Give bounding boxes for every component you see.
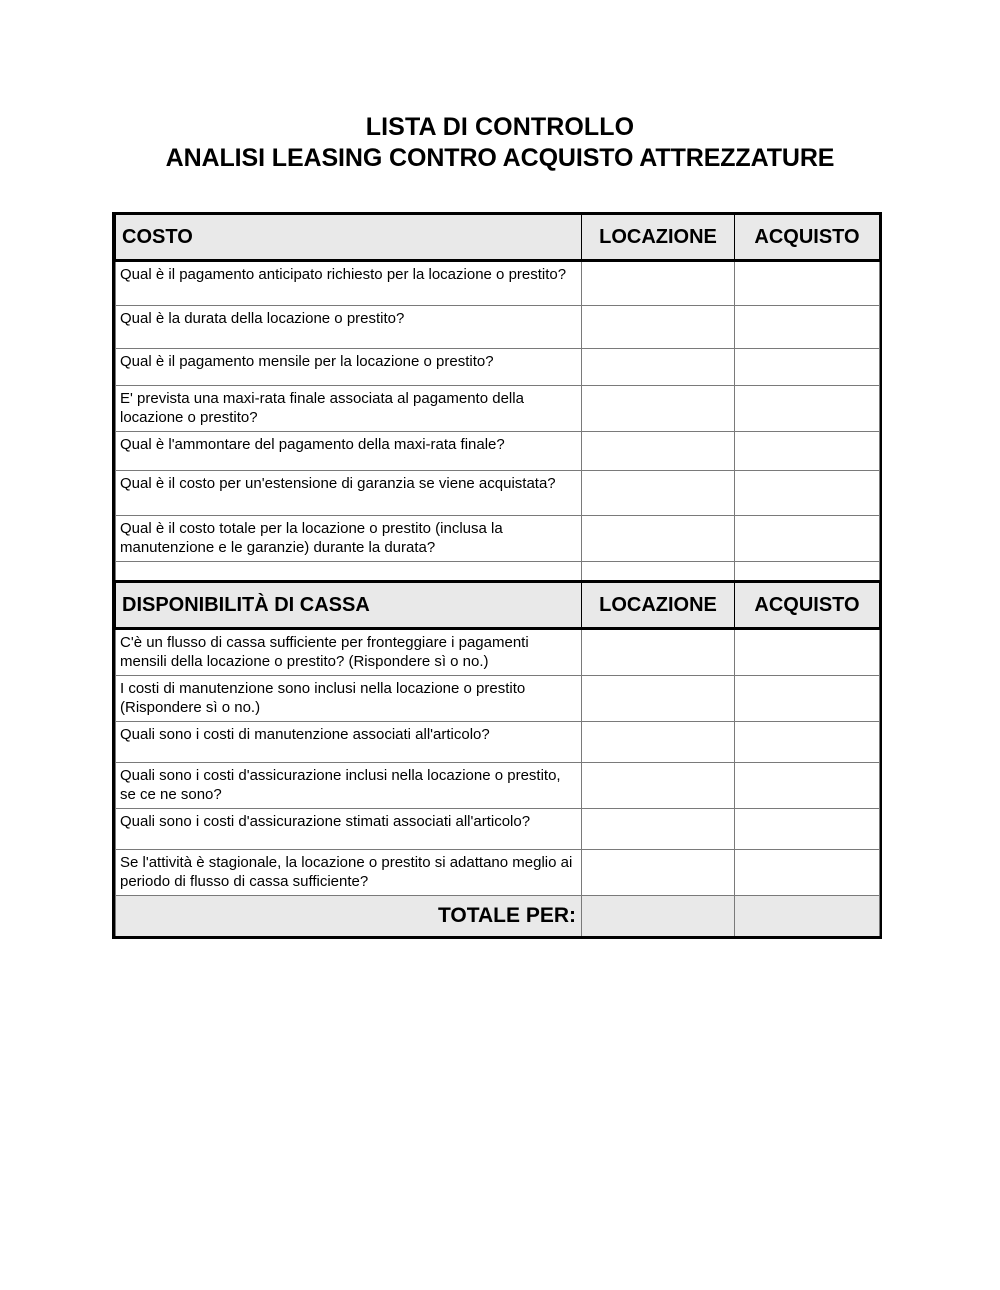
answer-cell-acquisto[interactable] bbox=[735, 763, 880, 809]
answer-cell-locazione[interactable] bbox=[582, 516, 735, 562]
question-text: Quali sono i costi di manutenzione associati all'articolo? bbox=[116, 722, 582, 763]
document-title bbox=[0, 112, 1000, 174]
question-text: E' prevista una maxi-rata finale associata al pagamento della locazione o prestito? bbox=[116, 386, 582, 432]
answer-cell-acquisto[interactable] bbox=[735, 722, 880, 763]
question-text: Qual è l'ammontare del pagamento della maxi-rata finale? bbox=[116, 432, 582, 471]
table-row bbox=[116, 432, 880, 471]
answer-cell-locazione[interactable] bbox=[582, 349, 735, 386]
question-text: Quali sono i costi d'assicurazione stimati associati all'articolo? bbox=[116, 809, 582, 850]
question-text: Qual è il pagamento anticipato richiesto per la locazione o prestito? bbox=[116, 261, 582, 306]
section-header-costo bbox=[116, 215, 880, 261]
spacer-cell-locazione bbox=[582, 562, 735, 582]
answer-cell-locazione[interactable] bbox=[582, 261, 735, 306]
question-text: Qual è il pagamento mensile per la locazione o prestito? bbox=[116, 349, 582, 386]
answer-cell-locazione[interactable] bbox=[582, 386, 735, 432]
question-text: Quali sono i costi d'assicurazione inclusi nella locazione o prestito, se ce ne sono? bbox=[116, 763, 582, 809]
spacer-cell-question bbox=[116, 562, 582, 582]
answer-cell-acquisto[interactable] bbox=[735, 809, 880, 850]
question-text: Qual è la durata della locazione o prestito? bbox=[116, 306, 582, 349]
title-line-2: ANALISI LEASING CONTRO ACQUISTO ATTREZZATURE bbox=[165, 144, 835, 172]
answer-cell-locazione[interactable] bbox=[582, 722, 735, 763]
total-cell-locazione[interactable] bbox=[582, 896, 735, 937]
total-cell-acquisto[interactable] bbox=[735, 896, 880, 937]
table-row bbox=[116, 850, 880, 896]
column-header-locazione: LOCAZIONE bbox=[582, 215, 735, 261]
title-line-1: LISTA DI CONTROLLO bbox=[365, 113, 635, 141]
table-row bbox=[116, 516, 880, 562]
answer-cell-acquisto[interactable] bbox=[735, 629, 880, 676]
answer-cell-acquisto[interactable] bbox=[735, 349, 880, 386]
answer-cell-locazione[interactable] bbox=[582, 850, 735, 896]
answer-cell-acquisto[interactable] bbox=[735, 850, 880, 896]
table-row bbox=[116, 722, 880, 763]
question-text: C'è un flusso di cassa sufficiente per fronteggiare i pagamenti mensili della locazione o prestito? (Rispondere sì o no.) bbox=[116, 629, 582, 676]
table-row bbox=[116, 471, 880, 516]
table-row bbox=[116, 349, 880, 386]
answer-cell-acquisto[interactable] bbox=[735, 306, 880, 349]
table-row bbox=[116, 386, 880, 432]
total-label: TOTALE PER: bbox=[116, 896, 582, 937]
answer-cell-acquisto[interactable] bbox=[735, 432, 880, 471]
total-row bbox=[116, 896, 880, 937]
answer-cell-locazione[interactable] bbox=[582, 809, 735, 850]
answer-cell-locazione[interactable] bbox=[582, 763, 735, 809]
column-header-locazione: LOCAZIONE bbox=[582, 582, 735, 629]
answer-cell-acquisto[interactable] bbox=[735, 516, 880, 562]
section-heading-label: COSTO bbox=[116, 215, 582, 261]
checklist-table bbox=[112, 212, 882, 939]
column-header-acquisto: ACQUISTO bbox=[735, 215, 880, 261]
answer-cell-acquisto[interactable] bbox=[735, 676, 880, 722]
table-row bbox=[116, 629, 880, 676]
section-header-disponibilita-di-cassa bbox=[116, 582, 880, 629]
spacer-cell-acquisto bbox=[735, 562, 880, 582]
answer-cell-acquisto[interactable] bbox=[735, 471, 880, 516]
answer-cell-acquisto[interactable] bbox=[735, 261, 880, 306]
table-row bbox=[116, 676, 880, 722]
table-row bbox=[116, 306, 880, 349]
question-text: I costi di manutenzione sono inclusi nella locazione o prestito (Rispondere sì o no.) bbox=[116, 676, 582, 722]
answer-cell-acquisto[interactable] bbox=[735, 386, 880, 432]
answer-cell-locazione[interactable] bbox=[582, 676, 735, 722]
answer-cell-locazione[interactable] bbox=[582, 306, 735, 349]
question-text: Qual è il costo totale per la locazione o prestito (inclusa la manutenzione e le garanzie) durante la durata? bbox=[116, 516, 582, 562]
column-header-acquisto: ACQUISTO bbox=[735, 582, 880, 629]
section-heading-label: DISPONIBILITÀ DI CASSA bbox=[116, 582, 582, 629]
table-row bbox=[116, 809, 880, 850]
answer-cell-locazione[interactable] bbox=[582, 471, 735, 516]
answer-cell-locazione[interactable] bbox=[582, 432, 735, 471]
table-row bbox=[116, 261, 880, 306]
question-text: Se l'attività è stagionale, la locazione o prestito si adattano meglio ai periodo di flusso di cassa sufficiente? bbox=[116, 850, 582, 896]
section-spacer-row bbox=[116, 562, 880, 582]
question-text: Qual è il costo per un'estensione di garanzia se viene acquistata? bbox=[116, 471, 582, 516]
table-row bbox=[116, 763, 880, 809]
answer-cell-locazione[interactable] bbox=[582, 629, 735, 676]
checklist-grid bbox=[115, 215, 880, 936]
